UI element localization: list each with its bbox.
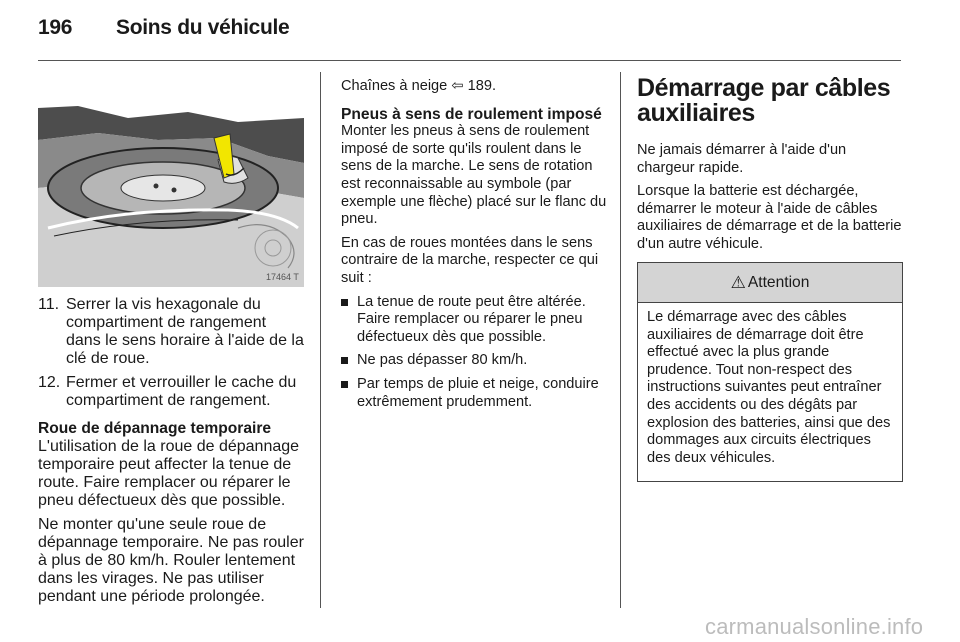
warning-triangle-icon: ⚠ bbox=[730, 272, 746, 292]
step-text: Serrer la vis hexagonale du compartiment de rangement dans le sens horaire à l'aide de la clé de roue. bbox=[66, 296, 304, 367]
reference-arrow-icon: ⇦ bbox=[451, 78, 464, 94]
paragraph: Monter les pneus à sens de roulement imposé de sorte qu'ils roulent dans le sens de la marche. Le sens de rotation est reconnaissable au symbole (par exemple une flèche) placé sur le flanc du pneu. bbox=[341, 123, 607, 228]
middle-column bbox=[341, 78, 607, 411]
page-number: 196 bbox=[38, 16, 73, 39]
reference-page: 189. bbox=[467, 78, 497, 94]
bullet-square-icon bbox=[341, 376, 357, 411]
column-divider bbox=[320, 72, 321, 608]
step-number: 12. bbox=[38, 374, 61, 391]
cross-reference[interactable] bbox=[341, 78, 607, 96]
bullet-square-icon bbox=[341, 352, 357, 370]
list-item bbox=[38, 296, 304, 368]
list-item bbox=[341, 352, 607, 370]
section-heading: Roue de dépannage temporaire bbox=[38, 420, 272, 437]
column-divider bbox=[620, 72, 621, 608]
warning-title: Attention bbox=[747, 273, 810, 291]
list-item bbox=[341, 376, 607, 411]
watermark: carmanualsonline.info bbox=[705, 614, 924, 639]
paragraph: Ne monter qu'une seule roue de dépannage temporaire. Ne pas rouler à plus de 80 km/h. Rouler lentement dans les virages. Ne pas utiliser pendant une période prolongée. bbox=[38, 515, 304, 605]
section-title: Démarrage par câbles auxiliaires bbox=[637, 74, 891, 127]
header-rule bbox=[38, 60, 901, 61]
bullet-text: La tenue de route peut être altérée. Faire remplacer ou réparer le pneu défectueux dès que possible. bbox=[357, 293, 586, 345]
paragraph: En cas de roues montées dans le sens contraire de la marche, respecter ce qui suit : bbox=[341, 234, 599, 286]
bullet-text: Par temps de pluie et neige, conduire extrêmement prudemment. bbox=[357, 375, 599, 410]
warning-box bbox=[637, 262, 903, 482]
figure-code: 17464 T bbox=[266, 272, 299, 282]
list-item bbox=[38, 374, 304, 410]
step-text: Fermer et verrouiller le cache du compartiment de rangement. bbox=[66, 374, 297, 409]
right-column bbox=[637, 76, 903, 254]
paragraph: L'utilisation de la roue de dépannage temporaire peut affecter la tenue de route. Faire remplacer ou réparer le pneu défectueux dès que possible. bbox=[38, 437, 300, 509]
list-item bbox=[341, 294, 607, 347]
section-heading: Pneus à sens de roulement imposé bbox=[341, 105, 602, 123]
step-number: 11. bbox=[38, 296, 60, 313]
warning-body: Le démarrage avec des câbles auxiliaires de démarrage doit être effectué avec la plus grande prudence. Tout non-respect des instructions suivantes peut entraîner des accidents ou des dégâts par explosion des batteries, ainsi que des dommages aux circuits électriques des deux véhicules. bbox=[647, 309, 891, 466]
warning-header bbox=[638, 263, 902, 303]
paragraph: Lorsque la batterie est déchargée, démarrer le moteur à l'aide de câbles auxiliaires de démarrage et de la batterie d'un autre véhicule. bbox=[637, 183, 902, 252]
chapter-title: Soins du véhicule bbox=[116, 16, 290, 39]
bullet-text: Ne pas dépasser 80 km/h. bbox=[357, 352, 528, 369]
spare-wheel-illustration bbox=[38, 78, 304, 287]
paragraph: Ne jamais démarrer à l'aide d'un chargeur rapide. bbox=[637, 142, 847, 176]
reference-text: Chaînes à neige bbox=[341, 78, 448, 94]
procedure-list bbox=[38, 296, 304, 606]
bullet-square-icon bbox=[341, 294, 357, 347]
page-header bbox=[0, 0, 960, 62]
